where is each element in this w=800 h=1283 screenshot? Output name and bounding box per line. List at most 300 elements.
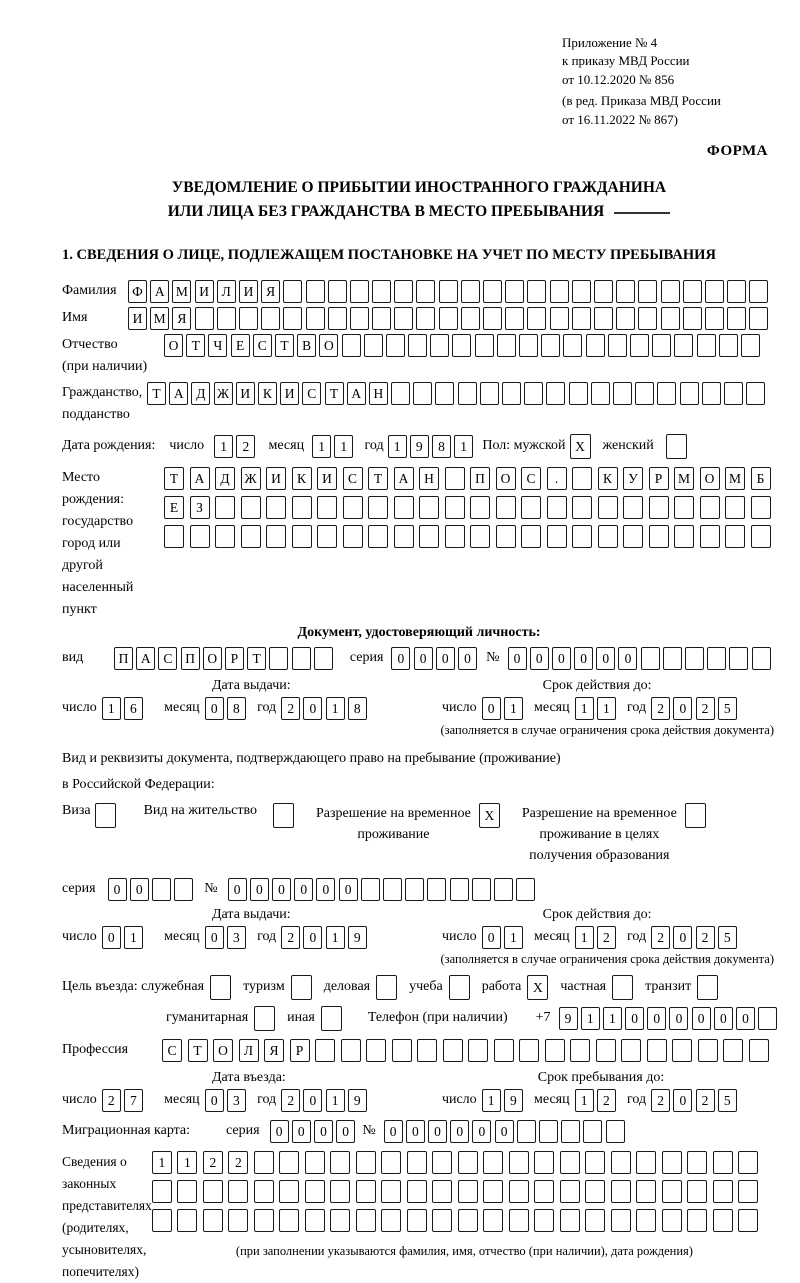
char-cell[interactable]: 2 xyxy=(102,1089,121,1112)
char-cell[interactable]: С xyxy=(158,647,177,670)
char-cell[interactable] xyxy=(541,334,560,357)
char-cell[interactable] xyxy=(364,334,383,357)
char-cell[interactable] xyxy=(751,525,771,548)
char-cell[interactable]: 0 xyxy=(436,647,455,670)
char-cell[interactable]: 0 xyxy=(482,697,501,720)
char-cell[interactable] xyxy=(751,496,771,519)
char-cell[interactable]: И xyxy=(266,467,286,490)
char-cell[interactable]: Б xyxy=(751,467,771,490)
char-cell[interactable]: 0 xyxy=(292,1120,311,1143)
char-cell[interactable] xyxy=(630,334,649,357)
char-cell[interactable] xyxy=(195,307,214,330)
char-cell[interactable] xyxy=(483,1209,503,1232)
char-cell[interactable] xyxy=(729,647,748,670)
char-cell[interactable] xyxy=(419,525,439,548)
char-cell[interactable] xyxy=(561,1120,580,1143)
char-cell[interactable] xyxy=(407,1209,427,1232)
char-cell[interactable] xyxy=(594,280,613,303)
char-cell[interactable]: 0 xyxy=(130,878,149,901)
char-cell[interactable]: И xyxy=(317,467,337,490)
char-cell[interactable] xyxy=(572,467,592,490)
char-cell[interactable] xyxy=(445,467,465,490)
char-cell[interactable] xyxy=(356,1151,376,1174)
char-cell[interactable] xyxy=(266,525,286,548)
char-cell[interactable] xyxy=(524,382,543,405)
char-cell[interactable] xyxy=(305,1209,325,1232)
char-cell[interactable] xyxy=(505,307,524,330)
char-cell[interactable] xyxy=(683,307,702,330)
char-cell[interactable]: Т xyxy=(368,467,388,490)
char-cell[interactable]: Т xyxy=(186,334,205,357)
char-cell[interactable] xyxy=(417,1039,437,1062)
char-cell[interactable] xyxy=(519,334,538,357)
char-cell[interactable]: 1 xyxy=(575,1089,594,1112)
char-cell[interactable] xyxy=(217,307,236,330)
char-cell[interactable]: 3 xyxy=(227,926,246,949)
char-cell[interactable]: С xyxy=(302,382,321,405)
char-cell[interactable] xyxy=(254,1180,274,1203)
char-cell[interactable] xyxy=(611,1151,631,1174)
char-cell[interactable]: 1 xyxy=(102,697,121,720)
char-cell[interactable] xyxy=(697,334,716,357)
char-cell[interactable] xyxy=(509,1151,529,1174)
char-cell[interactable]: 1 xyxy=(482,1089,501,1112)
char-cell[interactable] xyxy=(475,334,494,357)
char-cell[interactable]: 0 xyxy=(574,647,593,670)
char-cell[interactable] xyxy=(683,280,702,303)
char-cell[interactable] xyxy=(539,1120,558,1143)
char-cell[interactable] xyxy=(700,525,720,548)
char-cell[interactable]: Я xyxy=(264,1039,284,1062)
char-cell[interactable]: 9 xyxy=(348,926,367,949)
char-cell[interactable] xyxy=(366,1039,386,1062)
char-cell[interactable]: 0 xyxy=(458,647,477,670)
char-cell[interactable] xyxy=(341,1039,361,1062)
char-cell[interactable] xyxy=(705,280,724,303)
char-cell[interactable] xyxy=(261,307,280,330)
char-cell[interactable] xyxy=(674,525,694,548)
char-cell[interactable]: 2 xyxy=(696,926,715,949)
char-cell[interactable]: 0 xyxy=(669,1007,688,1030)
char-cell[interactable] xyxy=(705,307,724,330)
char-cell[interactable]: 0 xyxy=(303,1089,322,1112)
char-cell[interactable] xyxy=(283,280,302,303)
char-cell[interactable] xyxy=(315,1039,335,1062)
char-cell[interactable]: 7 xyxy=(124,1089,143,1112)
char-cell[interactable] xyxy=(450,878,469,901)
char-cell[interactable] xyxy=(461,280,480,303)
checkbox-cell[interactable] xyxy=(697,975,718,1000)
char-cell[interactable] xyxy=(621,1039,641,1062)
char-cell[interactable] xyxy=(661,307,680,330)
char-cell[interactable] xyxy=(254,1209,274,1232)
char-cell[interactable] xyxy=(480,382,499,405)
char-cell[interactable] xyxy=(177,1209,197,1232)
char-cell[interactable]: И xyxy=(128,307,147,330)
char-cell[interactable]: 0 xyxy=(596,647,615,670)
char-cell[interactable] xyxy=(468,1039,488,1062)
char-cell[interactable]: А xyxy=(169,382,188,405)
char-cell[interactable]: М xyxy=(172,280,191,303)
char-cell[interactable] xyxy=(432,1209,452,1232)
char-cell[interactable] xyxy=(368,525,388,548)
char-cell[interactable]: 9 xyxy=(559,1007,578,1030)
char-cell[interactable]: 0 xyxy=(736,1007,755,1030)
char-cell[interactable]: 2 xyxy=(236,435,255,458)
char-cell[interactable] xyxy=(416,280,435,303)
char-cell[interactable]: 1 xyxy=(214,435,233,458)
char-cell[interactable]: 8 xyxy=(227,697,246,720)
char-cell[interactable] xyxy=(306,280,325,303)
char-cell[interactable] xyxy=(177,1180,197,1203)
char-cell[interactable]: Н xyxy=(419,467,439,490)
char-cell[interactable] xyxy=(636,1209,656,1232)
char-cell[interactable] xyxy=(343,525,363,548)
char-cell[interactable] xyxy=(381,1180,401,1203)
char-cell[interactable]: 1 xyxy=(334,435,353,458)
char-cell[interactable] xyxy=(674,496,694,519)
char-cell[interactable]: 0 xyxy=(508,647,527,670)
char-cell[interactable] xyxy=(241,525,261,548)
checkbox-cell[interactable] xyxy=(449,975,470,1000)
char-cell[interactable] xyxy=(458,1151,478,1174)
char-cell[interactable] xyxy=(361,878,380,901)
char-cell[interactable] xyxy=(560,1209,580,1232)
char-cell[interactable]: 0 xyxy=(673,1089,692,1112)
char-cell[interactable]: 0 xyxy=(314,1120,333,1143)
char-cell[interactable] xyxy=(266,496,286,519)
char-cell[interactable] xyxy=(521,525,541,548)
char-cell[interactable]: 0 xyxy=(673,697,692,720)
char-cell[interactable]: Т xyxy=(164,467,184,490)
char-cell[interactable] xyxy=(496,496,516,519)
char-cell[interactable]: 0 xyxy=(303,926,322,949)
char-cell[interactable] xyxy=(239,307,258,330)
char-cell[interactable] xyxy=(547,525,567,548)
char-cell[interactable]: 1 xyxy=(152,1151,172,1174)
char-cell[interactable]: 0 xyxy=(428,1120,447,1143)
char-cell[interactable] xyxy=(509,1180,529,1203)
char-cell[interactable] xyxy=(702,382,721,405)
char-cell[interactable]: Р xyxy=(649,467,669,490)
char-cell[interactable] xyxy=(407,1151,427,1174)
checkbox-cell[interactable]: X xyxy=(527,975,548,1000)
char-cell[interactable]: П xyxy=(181,647,200,670)
char-cell[interactable] xyxy=(306,307,325,330)
char-cell[interactable]: 1 xyxy=(312,435,331,458)
checkbox-cell[interactable] xyxy=(321,1006,342,1031)
char-cell[interactable] xyxy=(596,1039,616,1062)
char-cell[interactable] xyxy=(560,1151,580,1174)
char-cell[interactable] xyxy=(585,1209,605,1232)
char-cell[interactable]: Л xyxy=(217,280,236,303)
char-cell[interactable]: 9 xyxy=(348,1089,367,1112)
char-cell[interactable] xyxy=(190,525,210,548)
char-cell[interactable]: А xyxy=(190,467,210,490)
char-cell[interactable] xyxy=(432,1180,452,1203)
char-cell[interactable] xyxy=(408,334,427,357)
char-cell[interactable] xyxy=(746,382,765,405)
char-cell[interactable]: Р xyxy=(290,1039,310,1062)
char-cell[interactable] xyxy=(505,280,524,303)
char-cell[interactable] xyxy=(680,382,699,405)
char-cell[interactable] xyxy=(727,280,746,303)
char-cell[interactable] xyxy=(483,280,502,303)
char-cell[interactable] xyxy=(598,525,618,548)
char-cell[interactable] xyxy=(649,525,669,548)
char-cell[interactable] xyxy=(725,496,745,519)
char-cell[interactable] xyxy=(283,307,302,330)
checkbox-cell[interactable] xyxy=(612,975,633,1000)
char-cell[interactable] xyxy=(517,1120,536,1143)
char-cell[interactable] xyxy=(563,334,582,357)
char-cell[interactable] xyxy=(594,307,613,330)
char-cell[interactable] xyxy=(572,307,591,330)
char-cell[interactable]: Р xyxy=(225,647,244,670)
char-cell[interactable]: 1 xyxy=(454,435,473,458)
char-cell[interactable]: Ч xyxy=(208,334,227,357)
checkbox-cell[interactable]: X xyxy=(570,434,591,459)
char-cell[interactable]: 1 xyxy=(124,926,143,949)
char-cell[interactable]: 0 xyxy=(450,1120,469,1143)
char-cell[interactable] xyxy=(570,1039,590,1062)
char-cell[interactable] xyxy=(738,1180,758,1203)
char-cell[interactable] xyxy=(228,1180,248,1203)
char-cell[interactable]: 0 xyxy=(552,647,571,670)
char-cell[interactable] xyxy=(569,382,588,405)
char-cell[interactable] xyxy=(413,382,432,405)
char-cell[interactable] xyxy=(292,496,312,519)
char-cell[interactable]: 0 xyxy=(205,926,224,949)
char-cell[interactable]: С xyxy=(162,1039,182,1062)
char-cell[interactable]: 1 xyxy=(326,697,345,720)
char-cell[interactable] xyxy=(330,1209,350,1232)
char-cell[interactable] xyxy=(749,280,768,303)
char-cell[interactable] xyxy=(598,496,618,519)
char-cell[interactable]: А xyxy=(136,647,155,670)
char-cell[interactable] xyxy=(215,496,235,519)
char-cell[interactable] xyxy=(427,878,446,901)
char-cell[interactable]: 1 xyxy=(388,435,407,458)
char-cell[interactable] xyxy=(269,647,288,670)
char-cell[interactable]: 5 xyxy=(718,1089,737,1112)
char-cell[interactable] xyxy=(461,307,480,330)
char-cell[interactable] xyxy=(305,1180,325,1203)
char-cell[interactable] xyxy=(435,382,454,405)
char-cell[interactable] xyxy=(391,382,410,405)
checkbox-cell[interactable] xyxy=(254,1006,275,1031)
char-cell[interactable] xyxy=(439,307,458,330)
char-cell[interactable]: 0 xyxy=(472,1120,491,1143)
char-cell[interactable] xyxy=(657,382,676,405)
char-cell[interactable] xyxy=(317,496,337,519)
char-cell[interactable]: Н xyxy=(369,382,388,405)
char-cell[interactable]: 2 xyxy=(651,697,670,720)
char-cell[interactable]: Ж xyxy=(241,467,261,490)
checkbox-cell[interactable] xyxy=(666,434,687,459)
char-cell[interactable] xyxy=(470,496,490,519)
char-cell[interactable] xyxy=(586,334,605,357)
char-cell[interactable] xyxy=(672,1039,692,1062)
char-cell[interactable]: Ф xyxy=(128,280,147,303)
char-cell[interactable] xyxy=(724,382,743,405)
char-cell[interactable] xyxy=(292,647,311,670)
char-cell[interactable] xyxy=(527,307,546,330)
char-cell[interactable]: 0 xyxy=(625,1007,644,1030)
char-cell[interactable] xyxy=(386,334,405,357)
char-cell[interactable]: К xyxy=(598,467,618,490)
char-cell[interactable]: 2 xyxy=(228,1151,248,1174)
char-cell[interactable]: М xyxy=(674,467,694,490)
char-cell[interactable]: Т xyxy=(325,382,344,405)
char-cell[interactable] xyxy=(394,280,413,303)
char-cell[interactable] xyxy=(700,496,720,519)
char-cell[interactable]: 1 xyxy=(575,697,594,720)
char-cell[interactable] xyxy=(741,334,760,357)
char-cell[interactable]: 6 xyxy=(124,697,143,720)
char-cell[interactable] xyxy=(343,496,363,519)
char-cell[interactable] xyxy=(662,1209,682,1232)
char-cell[interactable] xyxy=(445,525,465,548)
char-cell[interactable] xyxy=(164,525,184,548)
char-cell[interactable] xyxy=(725,525,745,548)
char-cell[interactable]: 2 xyxy=(651,926,670,949)
char-cell[interactable] xyxy=(550,307,569,330)
char-cell[interactable] xyxy=(494,1039,514,1062)
char-cell[interactable]: 0 xyxy=(294,878,313,901)
char-cell[interactable] xyxy=(174,878,193,901)
char-cell[interactable]: 2 xyxy=(281,697,300,720)
char-cell[interactable]: О xyxy=(700,467,720,490)
char-cell[interactable] xyxy=(372,307,391,330)
char-cell[interactable]: С xyxy=(253,334,272,357)
char-cell[interactable] xyxy=(152,1209,172,1232)
char-cell[interactable]: 0 xyxy=(482,926,501,949)
char-cell[interactable] xyxy=(509,1209,529,1232)
char-cell[interactable]: 0 xyxy=(414,647,433,670)
char-cell[interactable]: 0 xyxy=(272,878,291,901)
char-cell[interactable]: 0 xyxy=(336,1120,355,1143)
char-cell[interactable]: . xyxy=(547,467,567,490)
char-cell[interactable]: 1 xyxy=(603,1007,622,1030)
char-cell[interactable] xyxy=(502,382,521,405)
char-cell[interactable] xyxy=(152,1180,172,1203)
char-cell[interactable] xyxy=(430,334,449,357)
char-cell[interactable] xyxy=(494,878,513,901)
char-cell[interactable]: 2 xyxy=(651,1089,670,1112)
char-cell[interactable]: З xyxy=(190,496,210,519)
char-cell[interactable] xyxy=(545,1039,565,1062)
char-cell[interactable]: Т xyxy=(188,1039,208,1062)
char-cell[interactable] xyxy=(534,1209,554,1232)
char-cell[interactable] xyxy=(394,525,414,548)
char-cell[interactable]: 0 xyxy=(316,878,335,901)
char-cell[interactable] xyxy=(606,1120,625,1143)
char-cell[interactable]: М xyxy=(725,467,745,490)
char-cell[interactable]: 0 xyxy=(205,1089,224,1112)
char-cell[interactable] xyxy=(687,1180,707,1203)
char-cell[interactable] xyxy=(534,1151,554,1174)
char-cell[interactable] xyxy=(432,1151,452,1174)
checkbox-cell[interactable] xyxy=(291,975,312,1000)
char-cell[interactable] xyxy=(613,382,632,405)
char-cell[interactable]: 1 xyxy=(504,926,523,949)
char-cell[interactable]: 2 xyxy=(597,1089,616,1112)
checkbox-cell[interactable] xyxy=(95,803,116,828)
char-cell[interactable]: 1 xyxy=(326,926,345,949)
checkbox-cell[interactable] xyxy=(210,975,231,1000)
char-cell[interactable]: 0 xyxy=(384,1120,403,1143)
char-cell[interactable]: 1 xyxy=(575,926,594,949)
char-cell[interactable] xyxy=(470,525,490,548)
char-cell[interactable] xyxy=(636,1151,656,1174)
char-cell[interactable] xyxy=(661,280,680,303)
char-cell[interactable]: 0 xyxy=(495,1120,514,1143)
char-cell[interactable] xyxy=(636,1180,656,1203)
char-cell[interactable]: 0 xyxy=(692,1007,711,1030)
char-cell[interactable] xyxy=(381,1209,401,1232)
char-cell[interactable]: У xyxy=(623,467,643,490)
char-cell[interactable] xyxy=(687,1151,707,1174)
char-cell[interactable]: Е xyxy=(164,496,184,519)
char-cell[interactable]: Я xyxy=(172,307,191,330)
char-cell[interactable]: 0 xyxy=(250,878,269,901)
char-cell[interactable]: 2 xyxy=(696,1089,715,1112)
char-cell[interactable]: О xyxy=(203,647,222,670)
char-cell[interactable]: Д xyxy=(191,382,210,405)
char-cell[interactable] xyxy=(527,280,546,303)
char-cell[interactable] xyxy=(516,878,535,901)
char-cell[interactable] xyxy=(698,1039,718,1062)
char-cell[interactable] xyxy=(458,1209,478,1232)
char-cell[interactable]: П xyxy=(114,647,133,670)
char-cell[interactable]: О xyxy=(213,1039,233,1062)
char-cell[interactable]: Т xyxy=(247,647,266,670)
char-cell[interactable] xyxy=(591,382,610,405)
char-cell[interactable] xyxy=(663,647,682,670)
char-cell[interactable] xyxy=(572,280,591,303)
char-cell[interactable]: А xyxy=(347,382,366,405)
char-cell[interactable] xyxy=(330,1151,350,1174)
char-cell[interactable] xyxy=(647,1039,667,1062)
char-cell[interactable]: 2 xyxy=(281,1089,300,1112)
char-cell[interactable] xyxy=(546,382,565,405)
char-cell[interactable]: 1 xyxy=(326,1089,345,1112)
char-cell[interactable]: С xyxy=(521,467,541,490)
char-cell[interactable] xyxy=(305,1151,325,1174)
char-cell[interactable]: Т xyxy=(147,382,166,405)
char-cell[interactable]: 0 xyxy=(303,697,322,720)
char-cell[interactable] xyxy=(749,307,768,330)
char-cell[interactable] xyxy=(638,307,657,330)
char-cell[interactable] xyxy=(328,307,347,330)
char-cell[interactable]: 0 xyxy=(673,926,692,949)
char-cell[interactable]: 0 xyxy=(618,647,637,670)
char-cell[interactable] xyxy=(611,1180,631,1203)
char-cell[interactable]: 9 xyxy=(410,435,429,458)
char-cell[interactable]: 0 xyxy=(406,1120,425,1143)
char-cell[interactable] xyxy=(707,647,726,670)
char-cell[interactable] xyxy=(292,525,312,548)
char-cell[interactable] xyxy=(723,1039,743,1062)
char-cell[interactable]: 0 xyxy=(205,697,224,720)
char-cell[interactable] xyxy=(439,280,458,303)
char-cell[interactable] xyxy=(392,1039,412,1062)
checkbox-cell[interactable] xyxy=(376,975,397,1000)
char-cell[interactable] xyxy=(738,1151,758,1174)
char-cell[interactable] xyxy=(368,496,388,519)
char-cell[interactable]: Я xyxy=(261,280,280,303)
